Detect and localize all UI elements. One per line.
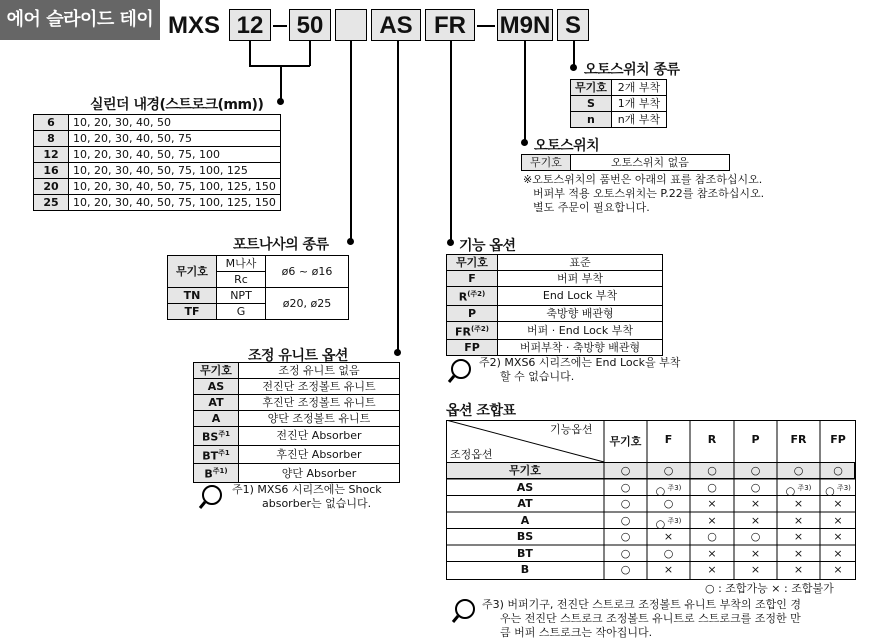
switch-count-title: 오토스위치 종류 [584,62,680,78]
combination-cell: × [750,563,761,576]
table-row: F 버퍼 부착 [447,271,663,287]
table-row: 16 10, 20, 30, 40, 50, 75, 100, 125 [34,163,281,179]
adjuster-option-title: 조정 유니트 옵션 [248,348,348,364]
combination-cell: × [833,563,843,576]
model-box-function: FR [425,9,475,41]
combination-cell: ○ [620,563,631,576]
switch-count-table: 무기호 2개 부착 S 1개 부착 n n개 부착 [570,79,667,128]
function-option-table [446,254,663,356]
bore-stroke-title: 실린더 내경(스트로크(mm)) [90,97,264,113]
table-row: AS 전진단 조정볼트 유니트 [194,379,400,395]
model-box-switch-count: S [557,9,589,41]
model-box-adjuster: AS [371,9,421,41]
function-note-1: 주2) MXS6 시리즈에는 End Lock을 부착 [479,356,681,369]
combination-cell: × [793,513,804,527]
table-row: 무기호 표준 [447,255,663,271]
model-box-switch: M9N [497,9,553,41]
combination-cell: ○ [620,530,631,543]
combination-row-label: 무기호 [509,464,541,477]
combination-cell: × [793,530,804,543]
table-row: $R^{(주2)}$ End Lock 부착 [447,287,663,306]
combination-row-label: AS [516,480,534,494]
table-row: 20 10, 20, 30, 40, 50, 75, 100, 125, 150 [34,179,281,195]
combination-cell: × [833,546,843,560]
combination-cell: × [793,546,804,560]
table-row: AT 후진단 조정볼트 유니트 [194,395,400,411]
combination-cell: ○ $^{주3)}$ [655,516,682,531]
combination-cell: × [793,563,804,576]
table-row: $FR^{(주2)}$ 버퍼 · End Lock 부착 [447,321,663,340]
table-row: 12 10, 20, 30, 40, 50, 75, 100 [34,147,281,163]
combination-cell: × [663,563,674,576]
combination-cell: × [707,513,717,527]
table-row: 무기호 조정 유니트 없음 [194,363,400,379]
combination-note-3: 큼 버퍼 스트로크는 작아집니다. [500,626,653,639]
magnifier-icon [447,358,473,384]
combination-cell: ○ [620,497,631,510]
combination-row-label: B [520,563,530,576]
auto-switch-note-3: 별도 주문이 필요합니다. [533,201,650,214]
combination-cell: ○ [750,464,761,477]
combination-cell: × [793,497,804,510]
combination-cell: ○ [620,513,631,527]
combination-col-header: R [707,433,717,446]
model-box-port [335,9,367,41]
combination-cell: ○ [663,546,674,560]
combination-col-header: P [751,433,760,446]
combination-cell: ○ [793,464,804,477]
combination-cell: ○ [620,480,631,494]
magnifier-icon [198,484,224,510]
model-box-stroke: 50 [289,9,331,41]
table-row: 8 10, 20, 30, 40, 50, 75 [34,131,281,147]
table-row: A 양단 조정볼트 유니트 [194,411,400,427]
combination-cell: ○ [620,546,631,560]
combination-col-header: F [664,433,673,446]
combination-col-header: FR [790,433,807,446]
auto-switch-note-1: ※오토스위치의 품번은 아래의 표를 참조하십시오. [523,173,763,186]
bore-stroke-table [33,114,281,211]
category-label: 에어 슬라이드 테이블 [0,0,160,40]
combination-cell: × [833,513,843,527]
combination-row-label: A [520,513,530,527]
combination-cell: ○ $^{주3)}$ [825,483,851,498]
combination-cell: ○ [663,497,674,510]
table-row: 6 10, 20, 30, 40, 50 [34,115,281,131]
model-prefix: MXS [168,12,221,39]
table-row: $BT^{주1}$ 후진단 Absorber [194,445,400,464]
combination-cell: ○ [620,464,631,477]
adjuster-option-table [193,362,400,483]
combination-row-label: BT [517,546,533,560]
combination-row-label: AT [517,497,533,510]
combination-legend: ○ : 조합가능 × : 조합불가 [705,582,834,595]
combination-row-label: BS [516,530,534,543]
combination-cell: × [707,546,717,560]
combination-note-1: 주3) 버퍼기구, 전진단 스트로크 조정볼트 유니트 부착의 조합인 경 [482,598,802,611]
auto-switch-title: 오토스위치 [534,138,600,154]
combination-cell: × [707,497,717,510]
table-row: $B^{주1)}$ 양단 Absorber [194,464,400,483]
combination-note-2: 우는 전진단 스트로크 조정볼트 유니트로 스트로크를 조정한 만 [500,612,801,625]
combination-cell: ○ [750,480,761,494]
combination-cell: ○ [707,464,717,477]
combination-cell: × [750,546,761,560]
combination-cell: × [663,530,674,543]
combination-cell: ○ [833,464,843,477]
combination-cell: ○ [707,480,717,494]
corner-bottom-label: 조정옵션 [450,448,493,461]
combination-table [446,420,856,580]
port-thread-title: 포트나사의 종류 [233,237,329,253]
combination-col-header: FP [830,433,846,446]
auto-switch-note-2: 버퍼부 적용 오토스위치는 P.22를 참조하십시오. [533,187,765,200]
table-row: 25 10, 20, 30, 40, 50, 75, 100, 125, 150 [34,195,281,211]
adjuster-note-2: absorber는 없습니다. [262,497,372,510]
combination-cell: × [833,497,843,510]
port-thread-table: 무기호 M나사 ø6 ~ ø16 Rc TN NPT ø20, ø25 TF G [167,255,349,320]
model-box-bore: 12 [229,9,271,41]
combination-cell: ○ $^{주3)}$ [655,483,682,498]
combination-col-header: 무기호 [609,435,642,448]
corner-top-label: 기능옵션 [550,423,593,436]
combination-cell: ○ [707,530,717,543]
table-row: $BS^{주1}$ 전진단 Absorber [194,427,400,446]
function-option-title: 기능 옵션 [459,238,516,254]
combination-cell: ○ $^{주3)}$ [785,483,812,498]
table-row: FP 버퍼부착 · 축방향 배관형 [447,340,663,356]
combination-cell: ○ [663,464,674,477]
combination-cell: × [707,563,717,576]
auto-switch-table: 무기호 오토스위치 없음 [521,154,730,171]
adjuster-note-1: 주1) MXS6 시리즈에는 Shock [232,483,382,496]
combination-cell: × [750,513,761,527]
combination-cell: × [750,497,761,510]
magnifier-icon [451,598,477,624]
function-note-2: 할 수 없습니다. [500,370,575,383]
combination-cell: ○ [750,530,761,543]
table-row: P 축방향 배관형 [447,305,663,321]
combination-title: 옵션 조합표 [446,403,516,419]
combination-cell: × [833,530,843,543]
